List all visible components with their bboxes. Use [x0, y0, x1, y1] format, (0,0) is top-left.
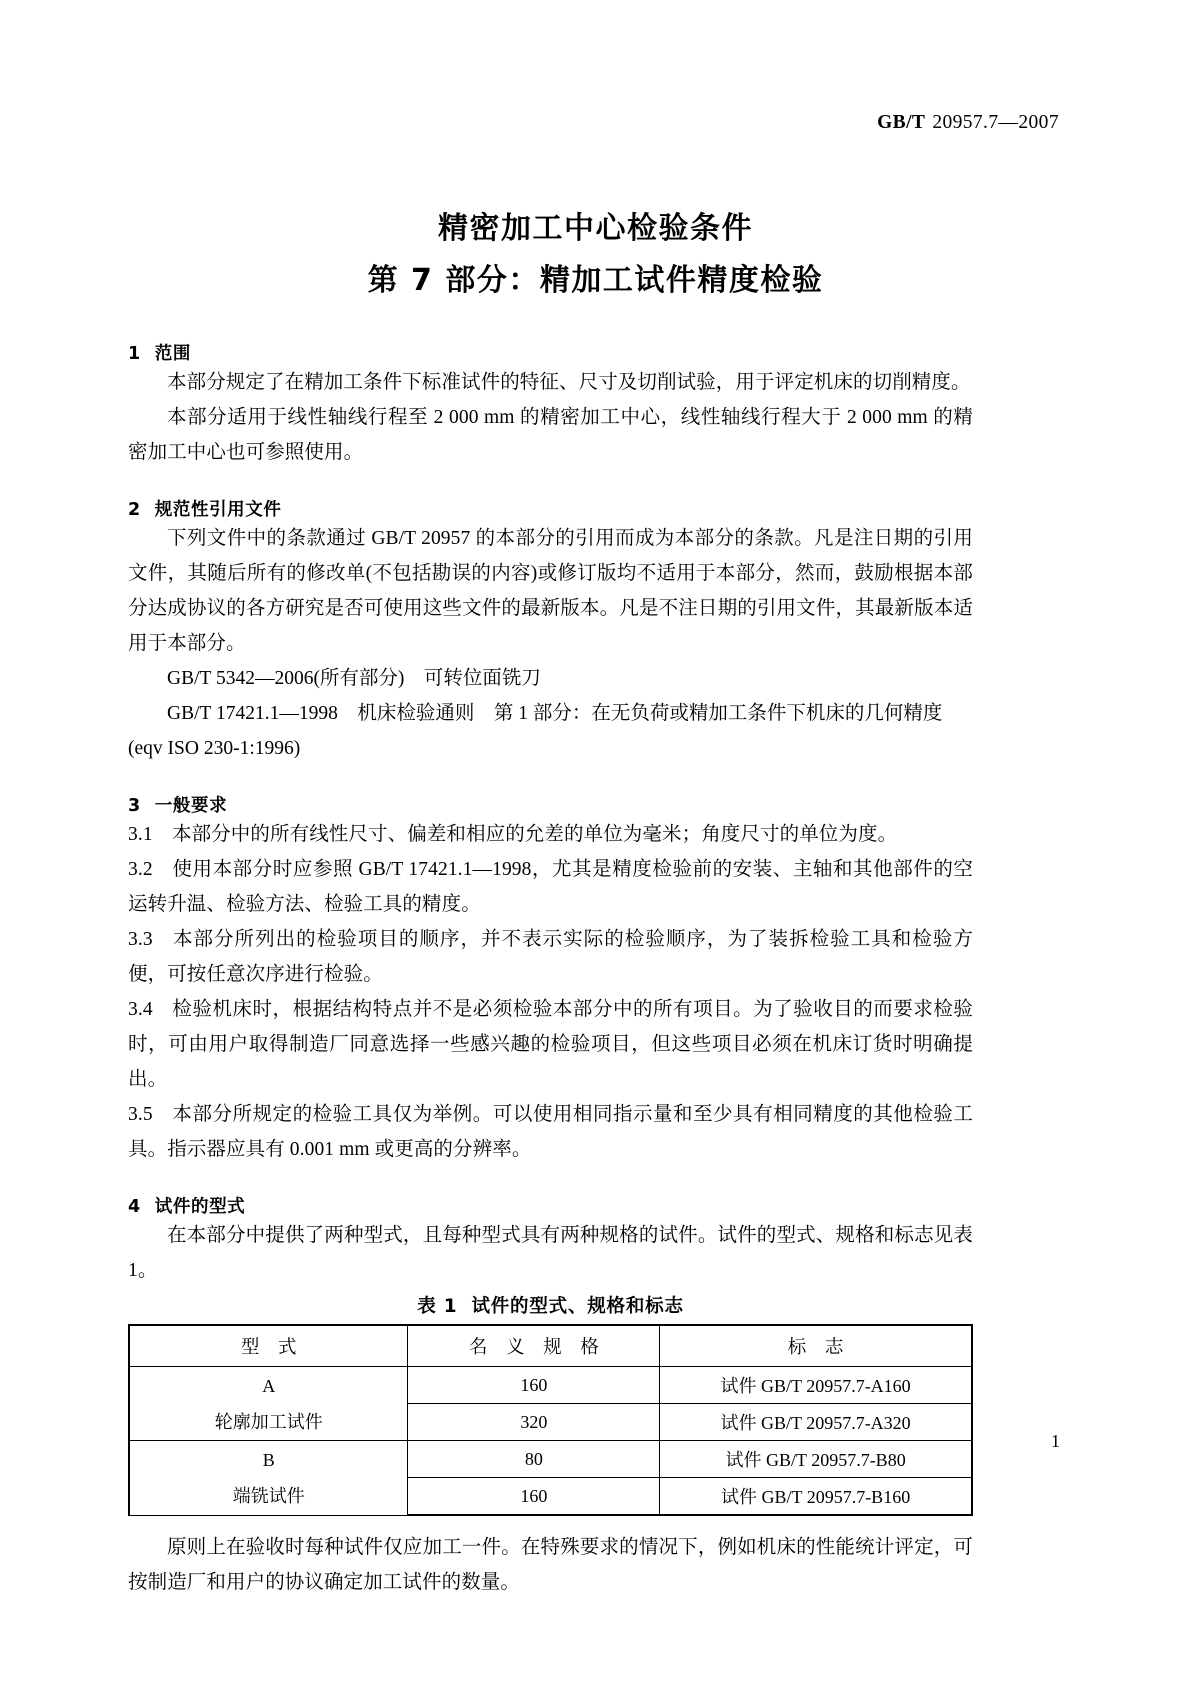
subclause-3-4: [128, 992, 973, 1097]
subclause-3-5: [128, 1097, 973, 1167]
clause-1-para-1: 本部分规定了在精加工条件下标准试件的特征、尺寸及切削试验，用于评定机床的切削精度。: [167, 372, 971, 393]
subclause-3-2: [128, 852, 973, 922]
standard-number: 20957.7—2007: [932, 112, 1059, 133]
document-body: [128, 340, 973, 1600]
table-row: [129, 1367, 972, 1404]
table-1-label: 表 1: [417, 1296, 458, 1317]
subclause-3-3-number: 3.3: [128, 929, 153, 950]
size-a-160: 160: [408, 1367, 660, 1404]
mark-a-320: 试件 GB/T 20957.7-A320: [660, 1404, 972, 1441]
subclause-3-3: [128, 922, 973, 992]
table-row: [129, 1441, 972, 1478]
subclause-3-2-text: 使用本部分时应参照 GB/T 17421.1—1998，尤其是精度检验前的安装、主轴和其他部件的空运转升温、检验方法、检验工具的精度。: [128, 859, 973, 915]
type-name-a: 轮廓加工试件: [214, 1411, 323, 1432]
type-cell-b: [129, 1441, 408, 1516]
subclause-3-5-number: 3.5: [128, 1104, 153, 1125]
table-1-caption: [128, 1292, 973, 1318]
clause-4-number: 4: [128, 1197, 141, 1217]
subclause-3-5-text: 本部分所规定的检验工具仅为举例。可以使用相同指示量和至少具有相同精度的其他检验工具。指示器应具有 0.001 mm 或更高的分辨率。: [128, 1104, 973, 1160]
clause-3-number: 3: [128, 796, 141, 816]
subclause-3-1-number: 3.1: [128, 824, 153, 845]
clause-1-para-2: 本部分适用于线性轴线行程至 2 000 mm 的精密加工中心，线性轴线行程大于 2 000 mm 的精密加工中心也可参照使用。: [128, 407, 973, 463]
mark-a-160: 试件 GB/T 20957.7-A160: [660, 1367, 972, 1404]
clause-4-closing-para: 原则上在验收时每种试件仅应加工一件。在特殊要求的情况下，例如机床的性能统计评定，可按制造厂和用户的协议确定加工试件的数量。: [128, 1537, 973, 1593]
clause-1-title: 范围: [154, 344, 191, 364]
type-code-b: B: [262, 1449, 275, 1470]
table-1-head: [129, 1325, 972, 1367]
normative-reference-1: GB/T 5342—2006(所有部分) 可转位面铣刀: [167, 668, 541, 689]
subclause-3-3-text: 本部分所列出的检验项目的顺序，并不表示实际的检验顺序，为了装拆检验工具和检验方便，可按任意次序进行检验。: [128, 929, 973, 985]
subclause-3-2-number: 3.2: [128, 859, 153, 880]
clause-2-para-1: 下列文件中的条款通过 GB/T 20957 的本部分的引用而成为本部分的条款。凡是注日期的引用文件，其随后所有的修改单(不包括勘误的内容)或修订版均不适用于本部分，然而，鼓励根据本部分达成协议的各方研究是否可使用这些文件的最新版本。凡是不注日期的引用文件，其最新版本适用于本部分。: [128, 528, 973, 654]
page-title: [0, 203, 1191, 307]
normative-reference-2: GB/T 17421.1—1998 机床检验通则 第 1 部分：在无负荷或精加工条件下机床的几何精度(eqv ISO 230-1:1996): [128, 703, 943, 759]
clause-3-title: 一般要求: [154, 796, 228, 816]
clause-4-heading: [128, 1193, 973, 1218]
type-name-b: 端铣试件: [232, 1485, 305, 1506]
subclause-3-4-text: 检验机床时，根据结构特点并不是必须检验本部分中的所有项目。为了验收目的而要求检验时，可由用户取得制造厂同意选择一些感兴趣的检验项目，但这些项目必须在机床订货时明确提出。: [128, 999, 973, 1090]
mark-b-160: 试件 GB/T 20957.7-B160: [660, 1478, 972, 1516]
size-b-160: 160: [408, 1478, 660, 1516]
table-1-title: 试件的型式、规格和标志: [471, 1296, 684, 1317]
running-header: [877, 112, 1059, 134]
title-line-2: 第 7 部分：精加工试件精度检验: [367, 263, 824, 298]
type-cell-a: [129, 1367, 408, 1441]
table-1-body: [129, 1367, 972, 1516]
clause-1-heading: [128, 340, 973, 365]
clause-2-number: 2: [128, 500, 141, 520]
clause-2-title: 规范性引用文件: [154, 500, 282, 520]
clause-1-number: 1: [128, 344, 141, 364]
mark-b-80: 试件 GB/T 20957.7-B80: [660, 1441, 972, 1478]
subclause-3-1-text: 本部分中的所有线性尺寸、偏差和相应的允差的单位为毫米；角度尺寸的单位为度。: [172, 824, 898, 845]
standard-prefix: GB/T: [877, 112, 926, 133]
column-header-type: 型 式: [129, 1325, 408, 1367]
table-1-specimen-types: [128, 1324, 973, 1516]
clause-2-heading: [128, 496, 973, 521]
clause-4-para-1: 在本部分中提供了两种型式，且每种型式具有两种规格的试件。试件的型式、规格和标志见表 1。: [128, 1225, 973, 1281]
clause-3-heading: [128, 792, 973, 817]
column-header-marking: 标 志: [660, 1325, 972, 1367]
subclause-3-4-number: 3.4: [128, 999, 153, 1020]
title-line-1: 精密加工中心检验条件: [438, 211, 753, 246]
subclause-3-1: [128, 817, 973, 852]
table-header-row: [129, 1325, 972, 1367]
page-number: 1: [1051, 1431, 1060, 1451]
column-header-nominal-size: 名 义 规 格: [408, 1325, 660, 1367]
size-a-320: 320: [408, 1404, 660, 1441]
clause-4-title: 试件的型式: [154, 1197, 246, 1217]
size-b-80: 80: [408, 1441, 660, 1478]
type-code-a: A: [262, 1375, 276, 1396]
